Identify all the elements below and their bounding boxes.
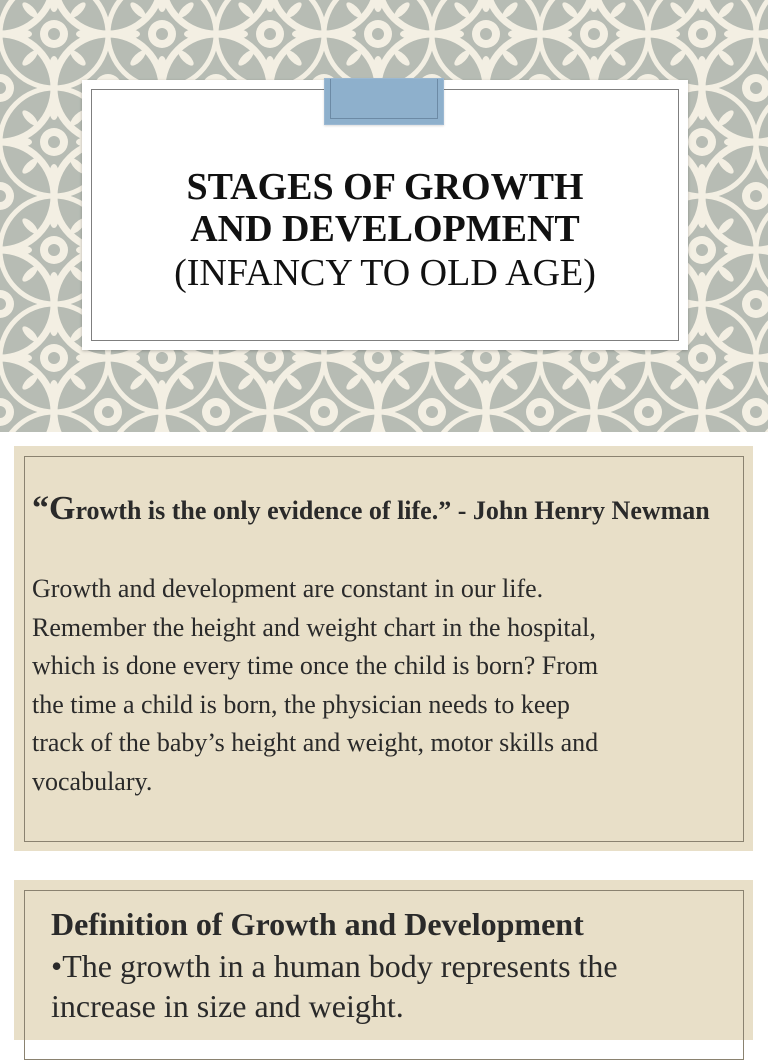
definition-heading: Definition of Growth and Development (51, 906, 584, 942)
quote-body: rowth is the only evidence of life.” (75, 496, 452, 525)
definition-slide (14, 880, 753, 1040)
intro-paragraph: Growth and development are constant in our life. Remember the height and weight chart in the hospital, which is done every time once the child is born? From the time a child is born, the physician needs to keep track of the baby’s height and weight, motor skills and vocabulary. (32, 574, 599, 796)
title-tab-decoration (324, 78, 444, 125)
slide-subtitle: (INFANCY TO OLD AGE) (174, 252, 596, 294)
title-line-2: AND DEVELOPMENT (190, 208, 580, 250)
quote-text (32, 490, 742, 530)
title-line-1: STAGES OF GROWTH (186, 166, 584, 208)
quote-attribution: - John Henry Newman (451, 496, 710, 525)
title-slide (0, 0, 768, 432)
quote-first-letter: “G (32, 490, 76, 527)
definition-bullet: •The growth in a human body represents the increase in size and weight. (51, 948, 618, 1024)
quote-slide (14, 446, 753, 851)
slide-title (82, 166, 688, 296)
